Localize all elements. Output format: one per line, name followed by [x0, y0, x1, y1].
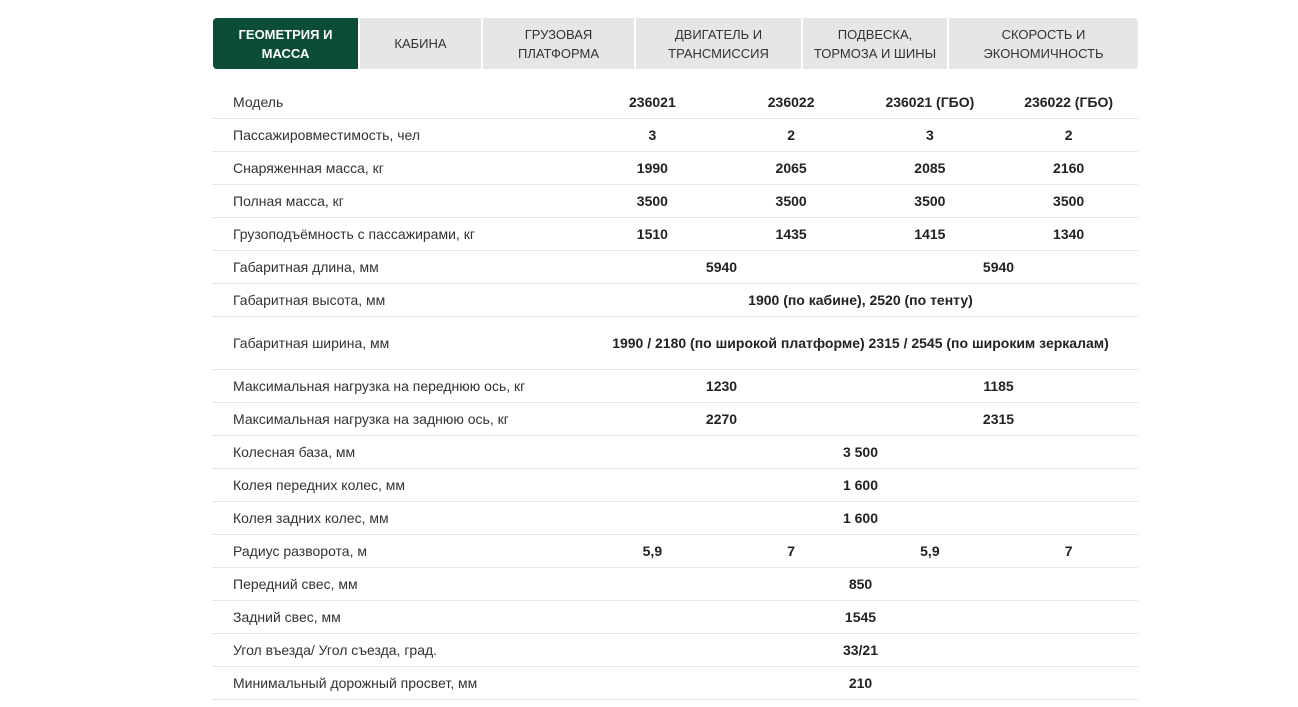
spec-row	[213, 502, 1138, 535]
spec-value: 1 600	[842, 510, 879, 526]
model-header: 236021	[629, 94, 676, 110]
spec-row	[213, 469, 1138, 502]
spec-row	[213, 152, 1138, 185]
spec-row	[213, 634, 1138, 667]
spec-label: Колесная база, мм	[233, 444, 356, 460]
spec-label: Передний свес, мм	[233, 576, 358, 592]
spec-value: 2160	[1053, 160, 1085, 176]
spec-label: Модель	[233, 94, 284, 110]
spec-value: 2085	[914, 160, 946, 176]
spec-label: Колея передних колес, мм	[233, 477, 406, 493]
spec-value: 7	[787, 543, 796, 559]
spec-value: 1545	[844, 609, 877, 625]
spec-value: 7	[1064, 543, 1073, 559]
spec-row	[213, 601, 1138, 634]
spec-row	[213, 119, 1138, 152]
spec-row	[213, 436, 1138, 469]
spec-value: 1990 / 2180 (по широкой платформе) 2315 / 2545 (по широким зеркалам)	[612, 335, 1109, 351]
spec-value: 2270	[705, 411, 738, 427]
spec-label: Максимальная нагрузка на заднюю ось, кг	[233, 411, 509, 427]
spec-value: 33/21	[842, 642, 879, 658]
spec-value: 3500	[914, 193, 946, 209]
spec-row	[213, 284, 1138, 317]
spec-label: Угол въезда/ Угол съезда, град.	[233, 642, 438, 658]
spec-row	[213, 185, 1138, 218]
spec-label: Полная масса, кг	[233, 193, 344, 209]
tab-cargo-platform[interactable]: ГРУЗОВАЯ ПЛАТФОРМА	[483, 18, 636, 69]
spec-value: 1185	[983, 378, 1014, 394]
spec-value: 2	[1064, 127, 1073, 143]
spec-label: Габаритная длина, мм	[233, 259, 379, 275]
spec-value: 850	[848, 576, 873, 592]
spec-row	[213, 535, 1138, 568]
spec-header-row	[213, 86, 1138, 119]
tab-cabin[interactable]: КАБИНА	[360, 18, 483, 69]
model-header: 236022	[767, 94, 815, 110]
spec-value: 1415	[914, 226, 946, 242]
spec-row	[213, 568, 1138, 601]
spec-value: 210	[848, 675, 873, 691]
spec-value: 3 500	[842, 444, 879, 460]
spec-value: 1900 (по кабине), 2520 (по тенту)	[748, 292, 973, 308]
spec-value: 2065	[775, 160, 807, 176]
spec-label: Габаритная высота, мм	[233, 292, 386, 308]
spec-label: Задний свес, мм	[233, 609, 341, 625]
spec-value: 3500	[636, 193, 668, 209]
spec-value: 1510	[636, 226, 668, 242]
spec-label: Колея задних колес, мм	[233, 510, 389, 526]
tab-suspension-brakes-tires[interactable]: ПОДВЕСКА, ТОРМОЗА И ШИНЫ	[803, 18, 949, 69]
spec-value: 5940	[705, 259, 738, 275]
spec-label: Радиус разворота, м	[233, 543, 367, 559]
spec-row	[213, 403, 1138, 436]
tab-engine-transmission[interactable]: ДВИГАТЕЛЬ И ТРАНСМИССИЯ	[636, 18, 803, 69]
tab-geometry-mass[interactable]: ГЕОМЕТРИЯ И МАССА	[213, 18, 360, 69]
spec-value: 5,9	[642, 543, 663, 559]
spec-label: Снаряженная масса, кг	[233, 160, 384, 176]
spec-label: Пассажировместимость, чел	[233, 127, 420, 143]
spec-row	[213, 317, 1138, 370]
spec-value: 1230	[705, 378, 738, 394]
spec-value: 3	[925, 127, 934, 143]
spec-value: 5940	[982, 259, 1015, 275]
spec-value: 1340	[1053, 226, 1085, 242]
model-header: 236021 (ГБО)	[885, 94, 975, 110]
model-header: 236022 (ГБО)	[1024, 94, 1114, 110]
spec-label: Минимальный дорожный просвет, мм	[233, 675, 478, 691]
spec-value: 1990	[636, 160, 668, 176]
tab-speed-economy[interactable]: СКОРОСТЬ И ЭКОНОМИЧНОСТЬ	[983, 26, 1104, 61]
spec-row	[213, 251, 1138, 284]
spec-value: 3	[648, 127, 657, 143]
spec-table	[213, 86, 1138, 700]
spec-value: 1 600	[842, 477, 879, 493]
spec-value: 1435	[775, 226, 807, 242]
spec-value: 5,9	[920, 543, 940, 559]
spec-label: Грузоподъёмность с пассажирами, кг	[233, 226, 475, 242]
spec-label: Максимальная нагрузка на переднюю ось, кг	[233, 378, 526, 394]
spec-tabs	[213, 18, 1138, 69]
spec-value: 3500	[775, 193, 807, 209]
spec-value: 3500	[1053, 193, 1085, 209]
spec-label: Габаритная ширина, мм	[233, 335, 390, 351]
spec-value: 2315	[982, 411, 1015, 427]
spec-row	[213, 667, 1138, 700]
spec-row	[213, 370, 1138, 403]
spec-value: 2	[787, 127, 796, 143]
spec-row	[213, 218, 1138, 251]
